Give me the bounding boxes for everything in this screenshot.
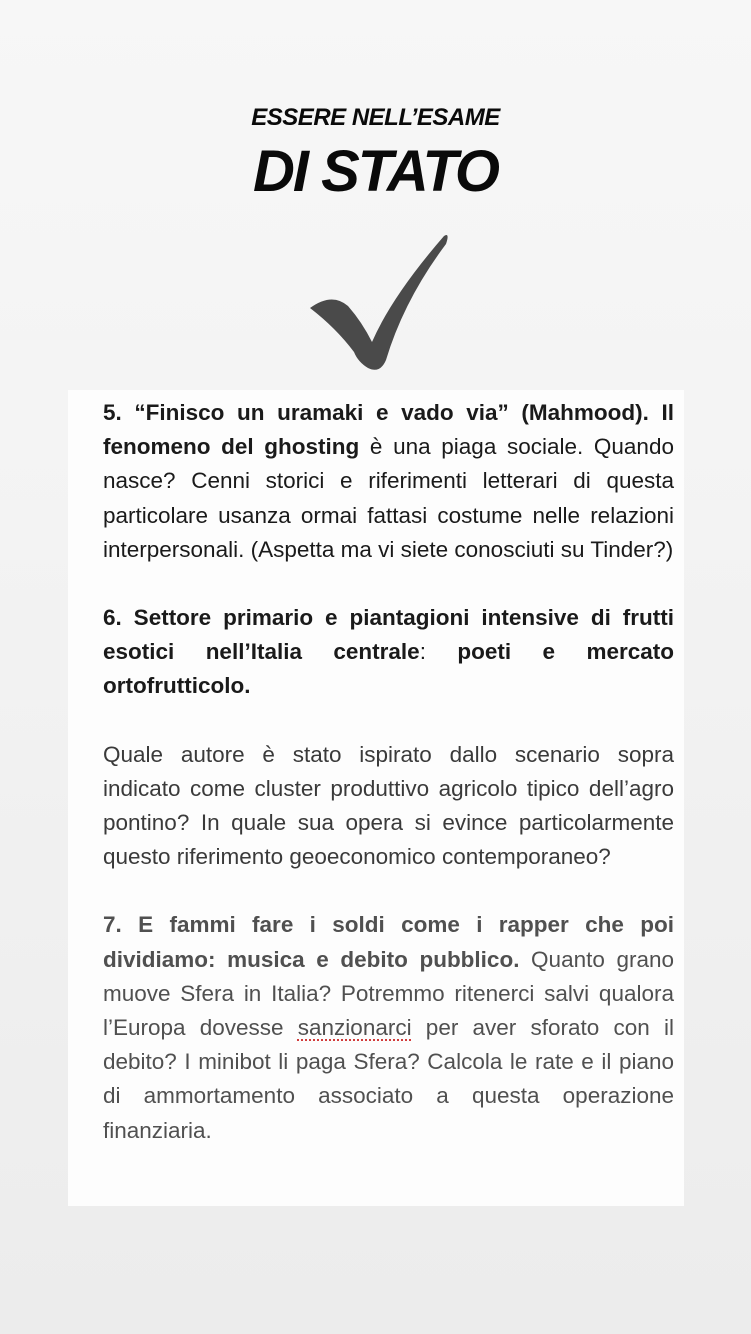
spellcheck-word: sanzionarci	[297, 1015, 412, 1041]
paragraph-gap	[103, 704, 674, 738]
question-7-text: Quanto grano muove Sfera in Italia? Potremmo ritenerci salvi qualora l’Europa dovesse	[103, 946, 675, 1041]
question-6-colon: :	[419, 639, 458, 665]
paragraph-gap	[103, 874, 674, 908]
question-7-number: 7.	[103, 912, 139, 938]
question-6-heading: 6. Settore primario e piantagioni intensive di frutti esotici nell’Italia centrale	[103, 605, 674, 665]
question-6	[103, 601, 674, 704]
question-7-heading: E fammi fare i soldi come i rapper che poi dividiamo: musica e debito pubblico.	[103, 912, 674, 972]
story-title-main: DI STATO	[253, 139, 498, 204]
story-title-top: ESSERE NELL’ESAME	[251, 104, 500, 131]
story-header	[0, 0, 751, 390]
question-5	[103, 396, 674, 567]
question-7	[103, 908, 674, 1147]
checkmark-icon	[296, 226, 456, 376]
question-5-text: è una piaga sociale. Quando nasce? Cenni storici e riferimenti letterari di questa particolare usanza ormai fattasi costume nelle relazioni interpersonali. (Aspetta ma vi siete conosciuti su Tinder?)	[103, 434, 674, 562]
question-6-subheading: poeti e mercato ortofrutticolo.	[103, 639, 674, 699]
question-5-heading: 5. “Finisco un uramaki e vado via” (Mahmood). Il fenomeno del ghosting	[103, 400, 674, 460]
question-6-body: Quale autore è stato ispirato dallo scenario sopra indicato come cluster produttivo agricolo tipico dell’agro pontino? In quale sua opera si evince particolarmente questo riferimento geoeconomico contemporaneo?	[103, 741, 674, 870]
question-7-text-end: per aver sforato con il debito? I minibot li paga Sfera? Calcola le rate e il piano di ammortamento associato a questa operazione finanziaria.	[103, 1015, 674, 1143]
paragraph-gap	[103, 567, 674, 601]
exam-document	[68, 390, 684, 1206]
